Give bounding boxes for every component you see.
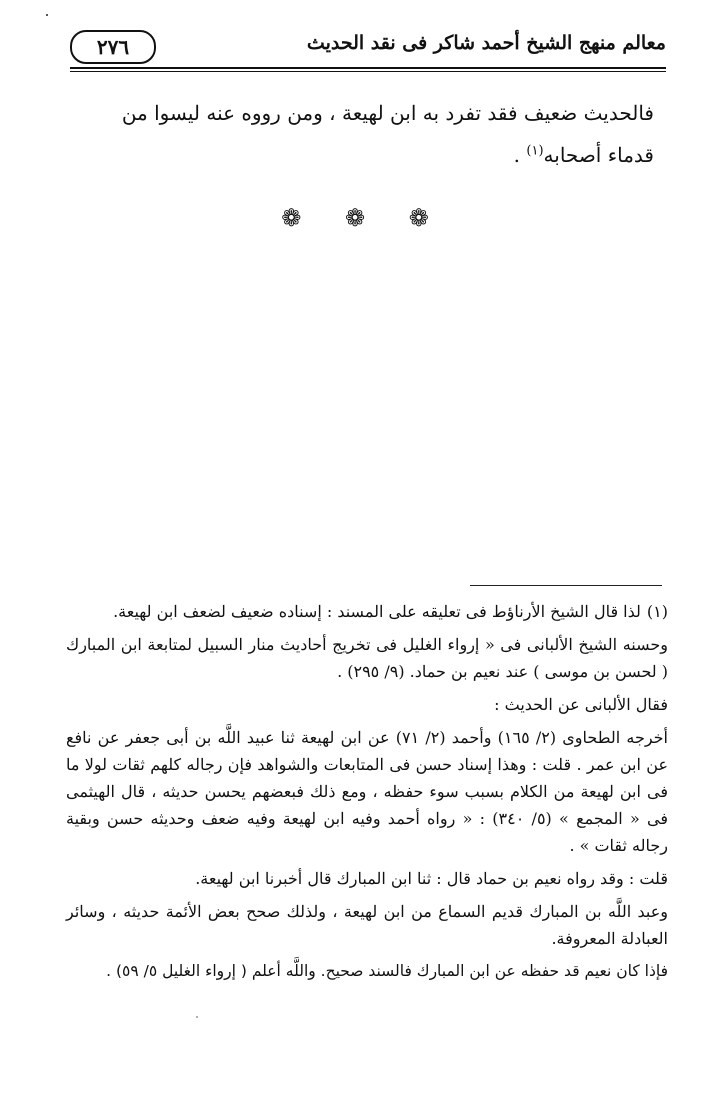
footnote-paragraph-6: وعبد اللَّه بن المبارك قديم السماع من ابن لهيعة ، ولذلك صحح بعض الأئمة حديثه ، وسائر العبادلة المعروفة.: [66, 902, 668, 948]
footnote-paragraph-7: فإذا كان نعيم قد حفظه عن ابن المبارك فالسند صحيح. واللَّه أعلم ( إرواء الغليل ٥/ ٥٩) .: [106, 962, 668, 980]
page-number: ٢٧٦: [70, 30, 156, 64]
header-rule-thin: [70, 71, 666, 72]
footnote-paragraph-2: وحسنه الشيخ الألبانى فى « إرواء الغليل فى تخريج أحاديث منار السبيل لمتابعة ابن المبارك ( لحسن بن موسى ) عند نعيم بن حماد. (٩/ ٢٩٥) .: [66, 635, 668, 681]
book-title: معالم منهج الشيخ أحمد شاكر فى نقد الحديث: [306, 32, 666, 54]
section-divider: [0, 204, 728, 232]
main-line-2: [70, 134, 654, 176]
footnote-paragraph-1: لذا قال الشيخ الأرناؤط فى تعليقه على المسند : إسناده ضعيف لضعف ابن لهيعة.: [113, 602, 641, 621]
header-rule: [70, 67, 666, 69]
footnote-reference: (١): [526, 143, 544, 159]
footnote-1: [66, 598, 668, 625]
main-line-2-text: قدماء أصحابه: [543, 143, 654, 167]
speck-mark: [46, 14, 48, 16]
flower-ornament-icon: ❁: [344, 204, 384, 232]
main-line-1: [70, 92, 654, 134]
flower-ornament-icon: ❁: [281, 204, 320, 232]
footnote-separator: [470, 585, 662, 586]
footnote-paragraph-4: أخرجه الطحاوى (٢/ ١٦٥) وأحمد (٢/ ٧١) عن ابن لهيعة ثنا عبيد اللَّه بن أبى جعفر عن نافع عن ابن عمر . قلت : وهذا إسناد حسن فى المتابعات والشواهد فإن رجاله كلهم ثقات لولا ما فى ابن لهيعة من الكلام بسبب سوء حفظه ، ومع ذلك فبعضهم يحسن حديثه ، قال الهيثمى فى « المجمع » (٥/ ٣٤٠) : « رواه أحمد وفيه ابن لهيعة وفيه ضعف وحديثه حسن وبقية رجاله ثقات » .: [66, 728, 669, 855]
footnote-paragraph-5: قلت : وقد رواه نعيم بن حماد قال : ثنا ابن المبارك قال أخبرنا ابن لهيعة.: [195, 869, 668, 888]
flower-ornament-icon: ❁: [408, 204, 447, 232]
main-line-2-end: .: [513, 143, 527, 167]
running-header: [70, 30, 666, 70]
footnote-paragraph-3: فقال الألبانى عن الحديث :: [494, 695, 668, 714]
footnotes: [66, 598, 668, 991]
main-text: [70, 92, 654, 176]
footnote-number: (١): [646, 602, 668, 621]
main-line-1-text: فالحديث ضعيف فقد تفرد به ابن لهيعة ، ومن رووه عنه ليسوا من: [121, 101, 654, 125]
speck-mark: [196, 1016, 198, 1018]
